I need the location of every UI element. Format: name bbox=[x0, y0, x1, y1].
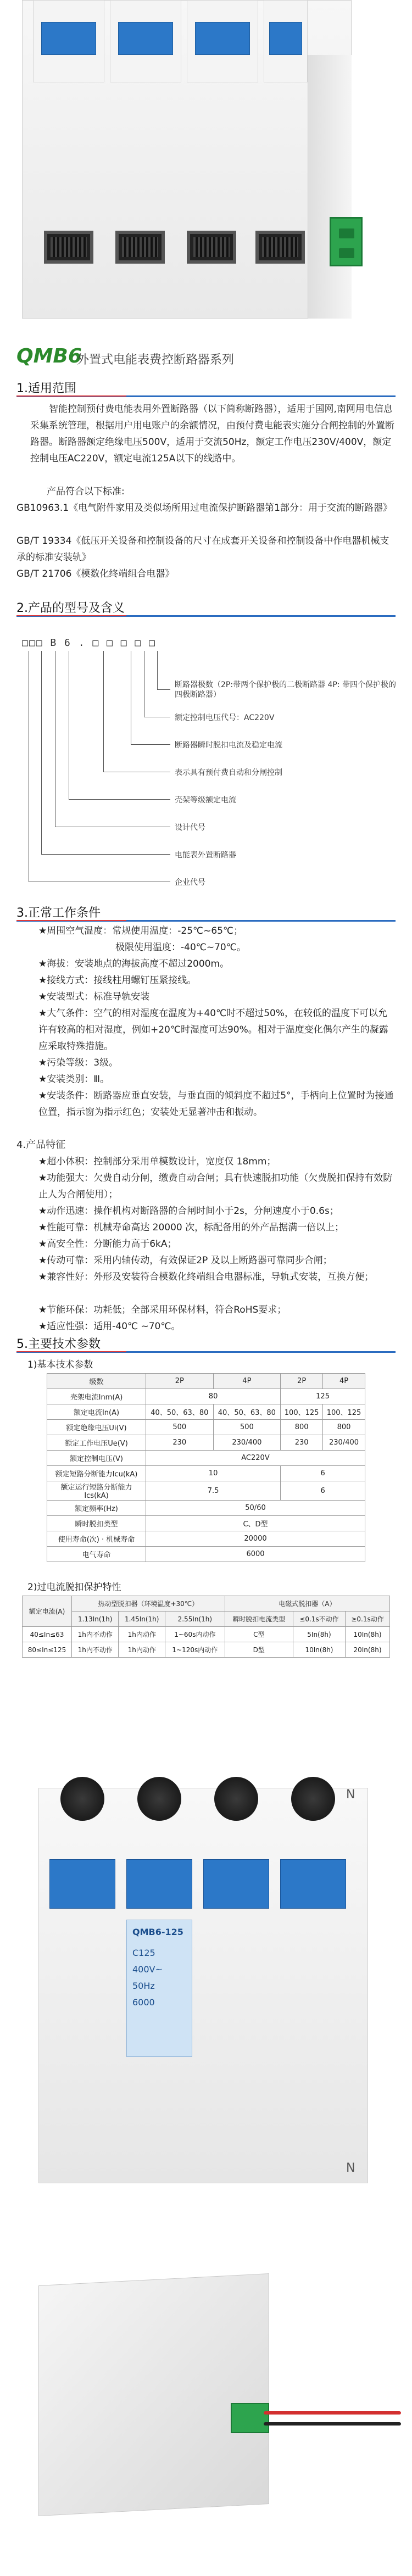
blue-tab bbox=[269, 22, 302, 55]
terminal-knob bbox=[60, 1777, 104, 1821]
table-row bbox=[23, 1596, 390, 1612]
section-title-conditions: 3.正常工作条件 bbox=[16, 906, 101, 920]
condition-line: ★污染等级：3级。 bbox=[38, 1057, 119, 1068]
section-title-params: 5.主要技术参数 bbox=[16, 1337, 101, 1351]
model-label: QMB6-125 bbox=[132, 1927, 183, 1937]
table-cell: 额定频率(Hz) bbox=[47, 1501, 146, 1516]
blue-tab bbox=[118, 22, 173, 55]
breaker-front-body bbox=[38, 1788, 368, 2183]
blue-tab bbox=[41, 22, 96, 55]
scope-paragraph: 智能控制预付费电能表用外置断路器（以下简称断路器），适用于国网,南网用电信息采集系统管理，根据用户用电账户的余额情况，由预付费电能表实施分合闸控制的外置断路器。断路器额定绝缘电压500V，适用于交流50Hz，额定工作电压230V/400V，额定控制电压AC220V，额定电流125A以下的线路中。 bbox=[30, 404, 394, 464]
table-cell: 500 bbox=[213, 1420, 281, 1435]
table-row bbox=[47, 1547, 365, 1562]
brand-title: QMB6 bbox=[16, 345, 82, 367]
table-cell: 50/60 bbox=[146, 1501, 365, 1516]
blue-tab bbox=[195, 22, 250, 55]
table-cell: 6 bbox=[281, 1466, 365, 1481]
table-cell: 800 bbox=[323, 1420, 365, 1435]
table-row bbox=[47, 1501, 365, 1516]
lifetime-span-label: 使用寿命(次) bbox=[58, 1536, 99, 1544]
table-header-cell: 4P bbox=[213, 1374, 281, 1389]
table-cell: 230/400 bbox=[213, 1435, 281, 1451]
section-title-scope: 1.适用范围 bbox=[16, 382, 76, 395]
terminal-knob bbox=[137, 1777, 181, 1821]
model-diagram bbox=[0, 621, 412, 901]
table-row bbox=[47, 1435, 365, 1451]
blue-handle bbox=[49, 1859, 115, 1909]
table-title-basic: 1)基本技术参数 bbox=[27, 1359, 93, 1370]
table-cell: 100、125 bbox=[323, 1404, 365, 1420]
blue-handle bbox=[203, 1859, 269, 1909]
table-cell: 瞬时脱扣类型 bbox=[47, 1516, 146, 1531]
model-label: 额定控制电压代号：AC220V bbox=[175, 713, 275, 722]
side-rail bbox=[308, 55, 352, 319]
condition-line: ★安装类别：Ⅲ。 bbox=[38, 1074, 109, 1085]
table-title-trip: 2)过电流脱扣保护特性 bbox=[27, 1582, 121, 1593]
table-cell: 40、50、63、80 bbox=[213, 1404, 281, 1420]
table-header-cell: 瞬时脱扣电流类型 bbox=[225, 1612, 293, 1627]
table-header-cell: 1.13In(1h) bbox=[72, 1612, 119, 1627]
model-code: □□□ B 6 . □ □ □ □ □ bbox=[22, 637, 156, 649]
table-cell: 800 bbox=[281, 1420, 323, 1435]
table-header-cell: 电磁式脱扣器（A） bbox=[225, 1596, 389, 1612]
feature-line: ★适应性强：适用-40℃ ~70℃。 bbox=[38, 1321, 181, 1332]
neutral-label: N bbox=[346, 2161, 355, 2175]
table-cell: C、D型 bbox=[146, 1516, 365, 1531]
table-cell: 230 bbox=[281, 1435, 323, 1451]
front-rating-label: QMB6-125 C125 400V~ 50Hz 6000 bbox=[126, 1920, 192, 2057]
table-header-cell: 2P bbox=[146, 1374, 214, 1389]
table-cell: 20000 bbox=[146, 1531, 365, 1547]
table-header-cell: 1.45In(1h) bbox=[119, 1612, 165, 1627]
green-connector-plug bbox=[231, 2403, 269, 2433]
table-cell: 230/400 bbox=[323, 1435, 365, 1451]
table-header-cell: ≤0.1s不动作 bbox=[293, 1612, 345, 1627]
blue-handle bbox=[280, 1859, 346, 1909]
table-header-cell: ≥0.1s动作 bbox=[346, 1612, 390, 1627]
table-cell: 5In(8h) bbox=[293, 1627, 345, 1642]
table-header-cell: 2.55In(1h) bbox=[165, 1612, 225, 1627]
terminal-screw bbox=[187, 231, 236, 264]
table-cell: 1h内不动作 bbox=[72, 1642, 119, 1658]
section-divider-accent bbox=[16, 395, 126, 397]
table-cell: 40、50、63、80 bbox=[146, 1404, 214, 1420]
feature-line: ★传动可靠：采用内轴传动，有效保证2P 及以上断路器可靠同步合闸； bbox=[38, 1255, 332, 1266]
feature-paragraph: ★功能强大：欠费自动分闸，缴费自动合闸；具有快速脱扣功能（欠费脱扣保持有效防止人为合闸使用）； bbox=[38, 1173, 393, 1200]
condition-line: 极限使用温度：-40℃~70℃。 bbox=[115, 942, 246, 953]
condition-line: ★接线方式：接线柱用螺钉压紧接线。 bbox=[38, 975, 197, 986]
table-row bbox=[23, 1627, 390, 1642]
table-header-cell: 热动型脱扣器（环境温度+30℃） bbox=[72, 1596, 225, 1612]
table-cell: C型 bbox=[225, 1627, 293, 1642]
green-connector-plug bbox=[330, 217, 363, 266]
model-label: 电能表外置断路器 bbox=[175, 851, 236, 860]
table-cell: 额定运行短路分断能力Ics(kA) bbox=[47, 1481, 146, 1501]
model-label: 壳架等级额定电流 bbox=[175, 796, 236, 805]
table-cell: 10In(8h) bbox=[346, 1627, 390, 1642]
table-row bbox=[47, 1531, 365, 1547]
table-row bbox=[47, 1516, 365, 1531]
standard-item: GB10963.1《电气附件家用及类似场所用过电流保护断路器第1部分：用于交流的断路器》 bbox=[16, 503, 392, 514]
table-cell: 1h内不动作 bbox=[72, 1627, 119, 1642]
table-cell: AC220V bbox=[146, 1451, 365, 1466]
black-wire bbox=[264, 2422, 401, 2426]
red-wire bbox=[264, 2411, 401, 2415]
standard-item: GB/T 21706《模数化终端组合电器》 bbox=[16, 568, 175, 579]
section-divider-accent bbox=[16, 1351, 126, 1352]
table-cell: 电气寿命 bbox=[47, 1547, 146, 1562]
table-cell: 40≤In≤63 bbox=[23, 1627, 72, 1642]
table-row bbox=[47, 1374, 365, 1389]
table-row bbox=[47, 1481, 365, 1501]
table-row bbox=[23, 1642, 390, 1658]
trip-characteristics-table bbox=[22, 1596, 390, 1658]
condition-line: ★海拔：安装地点的海拔高度不超过2000m。 bbox=[38, 958, 230, 969]
table-cell: 1~120s内动作 bbox=[165, 1642, 225, 1658]
model-label: 设计代号 bbox=[175, 823, 205, 832]
terminal-knob bbox=[214, 1777, 258, 1821]
feature-line: ★节能环保：功耗低；全部采用环保材料，符合RoHS要求； bbox=[38, 1304, 287, 1315]
condition-paragraph: ★大气条件：空气的相对湿度在温度为+40℃时不超过50%，在较低的温度下可以允许有较高的相对湿度，例如+20℃时湿度可达90%。相对于温度变化偶尔产生的凝露应采取特殊措施。 bbox=[38, 1008, 388, 1052]
feature-line: ★性能可靠：机械寿命高达 20000 次，标配备用的外产品据满一倍以上； bbox=[38, 1222, 344, 1233]
terminal-knob bbox=[291, 1777, 335, 1821]
section-divider-accent bbox=[16, 920, 126, 921]
feature-line: ★超小体积：控制部分采用单模数设计，宽度仅 18mm； bbox=[38, 1156, 276, 1167]
table-header-cell: 级数 bbox=[47, 1374, 146, 1389]
section-title-features: 4.产品特征 bbox=[16, 1139, 66, 1151]
table-header-cell: 额定电流(A) bbox=[23, 1596, 72, 1627]
table-cell: 80≤In≤125 bbox=[23, 1642, 72, 1658]
condition-line: ★周围空气温度：常规使用温度：-25℃~65℃； bbox=[38, 925, 243, 936]
table-cell: 1h内动作 bbox=[119, 1627, 165, 1642]
product-photo-top bbox=[0, 0, 412, 330]
table-cell: 80 bbox=[146, 1389, 281, 1404]
table-cell: 6 bbox=[281, 1481, 365, 1501]
table-cell: 10In(8h) bbox=[293, 1642, 345, 1658]
breaker-angled-body bbox=[38, 2273, 269, 2516]
terminal-screw bbox=[255, 231, 305, 264]
model-label: 企业代号 bbox=[175, 878, 205, 887]
model-label: 断路器极数（2P:带两个保护极的二极断路器 4P: 带四个保护极的四极断路器） bbox=[175, 681, 397, 699]
table-cell: 额定工作电压Ue(V) bbox=[47, 1435, 146, 1451]
table-row bbox=[47, 1420, 365, 1435]
table-cell: 壳架电流Inm(A) bbox=[47, 1389, 146, 1404]
product-photo-angle bbox=[0, 2257, 412, 2565]
standard-item: GB/T 19334《低压开关设备和控制设备的尺寸在成套开关设备和控制设备中作电器机械支承的标准安装轨》 bbox=[16, 536, 389, 563]
table-row bbox=[47, 1466, 365, 1481]
blue-handle bbox=[126, 1859, 192, 1909]
feature-paragraph: ★兼容性好：外形及安装符合模数化终端组合电器标准，导轨式安装，互换方便； bbox=[38, 1272, 374, 1283]
table-row bbox=[23, 1612, 390, 1627]
table-row bbox=[47, 1389, 365, 1404]
table-row bbox=[47, 1451, 365, 1466]
table-header-cell: 4P bbox=[323, 1374, 365, 1389]
model-label: 表示具有预付费自动和分闸控制 bbox=[175, 768, 282, 777]
table-cell: 额定控制电压(V) bbox=[47, 1451, 146, 1466]
condition-paragraph: ★安装条件：断路器应垂直安装，与垂直面的倾斜度不超过5°，手柄向上位置时为接通位置，指示窗为指示红色；安装处无显著冲击和振动。 bbox=[38, 1090, 394, 1118]
terminal-screw bbox=[44, 231, 93, 264]
table-cell: 使用寿命(次) · 机械寿命 bbox=[47, 1531, 146, 1547]
table-cell: 额定绝缘电压Ui(V) bbox=[47, 1420, 146, 1435]
standards-intro: 产品符合以下标准: bbox=[47, 486, 125, 497]
basic-params-table bbox=[47, 1373, 365, 1562]
table-row bbox=[47, 1404, 365, 1420]
table-cell: 230 bbox=[146, 1435, 214, 1451]
table-cell: 1~60s内动作 bbox=[165, 1627, 225, 1642]
feature-line: ★高安全性：分断能力高于6kA； bbox=[38, 1239, 177, 1250]
table-cell: 125 bbox=[281, 1389, 365, 1404]
table-cell: 7.5 bbox=[146, 1481, 281, 1501]
section-divider-accent bbox=[16, 615, 126, 616]
table-cell: 1h内动作 bbox=[119, 1642, 165, 1658]
table-cell: D型 bbox=[225, 1642, 293, 1658]
table-cell: 20In(8h) bbox=[346, 1642, 390, 1658]
feature-line: ★动作迅速：操作机构对断路器的合闸时间小于2s，分闸速度小于0.6s； bbox=[38, 1206, 339, 1217]
product-photo-front bbox=[0, 1766, 412, 2238]
neutral-label: N bbox=[346, 1788, 355, 1802]
model-label: 断路器瞬时脱扣电流及稳定电流 bbox=[175, 741, 282, 750]
condition-line: ★安装型式：标准导轨安装 bbox=[38, 991, 150, 1002]
table-cell: 100、125 bbox=[281, 1404, 323, 1420]
brand-subtitle: 外置式电能表费控断路器系列 bbox=[77, 353, 235, 367]
table-cell: 额定短路分断能力Icu(kA) bbox=[47, 1466, 146, 1481]
table-cell: 10 bbox=[146, 1466, 281, 1481]
terminal-screw bbox=[115, 231, 165, 264]
table-cell: 500 bbox=[146, 1420, 214, 1435]
table-cell: 6000 bbox=[146, 1547, 365, 1562]
table-cell: 额定电流In(A) bbox=[47, 1404, 146, 1420]
table-header-cell: 2P bbox=[281, 1374, 323, 1389]
section-title-model: 2.产品的型号及含义 bbox=[16, 601, 125, 615]
